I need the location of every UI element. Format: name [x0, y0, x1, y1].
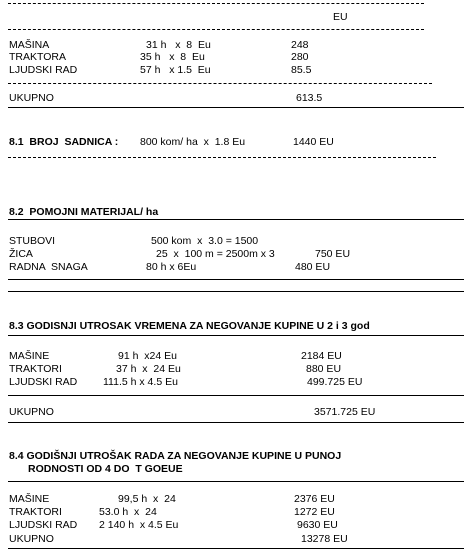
- row-calc: 80 h x 6Eu: [146, 261, 197, 273]
- divider: [8, 291, 464, 292]
- row-value: 248: [291, 39, 309, 51]
- divider: [8, 335, 464, 336]
- total-value: 613.5: [296, 92, 323, 104]
- row-label: LJUDSKI RAD: [9, 519, 78, 531]
- row-label: TRAKTORA: [9, 51, 66, 63]
- section-title-8-1: 8.1 BROJ SADNICA :: [9, 136, 119, 148]
- section-title-8-2: 8.2 POMOJNI MATERIJAL/ ha: [9, 206, 159, 218]
- row-calc: 111.5 h x 4.5 Eu: [103, 376, 178, 388]
- row-label: STUBOVI: [9, 235, 56, 247]
- row-calc: 37 h x 24 Eu: [116, 363, 181, 375]
- total-label: UKUPNO: [9, 533, 54, 545]
- row-calc: 31 h x 8 Eu: [146, 39, 211, 51]
- total-label: UKUPNO: [9, 92, 54, 104]
- row-label: MAŠINE: [9, 493, 50, 505]
- row-label: RADNA SNAGA: [9, 261, 88, 273]
- row-value: 480 EU: [295, 261, 331, 273]
- divider: [8, 422, 464, 423]
- row-value: 1272 EU: [294, 506, 335, 518]
- divider: [8, 3, 424, 4]
- section-title-8-4: 8.4 GODIŠNJI UTROŠAK RADA ZA NEGOVANJE KUPINE U PUNOJ: [9, 450, 342, 462]
- divider: [8, 548, 464, 549]
- row-value: 85.5: [291, 64, 312, 76]
- row-calc: 99,5 h x 24: [118, 493, 176, 505]
- row-label: TRAKTORI: [9, 506, 62, 518]
- row-calc: 25 x 100 m = 2500m x 3: [156, 248, 275, 260]
- divider: [8, 219, 464, 220]
- row-value: 280: [291, 51, 309, 63]
- row-calc: 91 h x24 Eu: [118, 350, 177, 362]
- divider: [8, 83, 432, 84]
- row-value: 2184 EU: [301, 350, 342, 362]
- row-value: 880 EU: [306, 363, 342, 375]
- row-calc: 800 kom/ ha x 1.8 Eu: [140, 136, 246, 148]
- section-title-8-3: 8.3 GODISNJI UTROSAK VREMENA ZA NEGOVANJE KUPINE U 2 i 3 god: [9, 320, 370, 332]
- divider: [8, 279, 464, 280]
- total-value: 3571.725 EU: [314, 406, 376, 418]
- row-calc: 57 h x 1.5 Eu: [140, 64, 211, 76]
- row-calc: 500 kom x 3.0 = 1500: [151, 235, 259, 247]
- row-label: MAŠINA: [9, 39, 50, 51]
- row-calc: 2 140 h x 4.5 Eu: [99, 519, 179, 531]
- row-value: 1440 EU: [293, 136, 334, 148]
- section-title-8-4-line2: RODNOSTI OD 4 DO T GOEUE: [28, 463, 183, 475]
- row-label: LJUDSKI RAD: [9, 376, 78, 388]
- row-label: ŽICA: [9, 248, 33, 260]
- divider: [8, 157, 436, 158]
- divider: [8, 107, 464, 108]
- currency-header: EU: [333, 11, 348, 23]
- divider: [8, 395, 464, 396]
- divider: [8, 481, 464, 482]
- row-label: MAŠINE: [9, 350, 50, 362]
- row-value: 750 EU: [315, 248, 351, 260]
- row-label: LJUDSKI RAD: [9, 64, 78, 76]
- divider: [8, 29, 424, 30]
- total-value: 13278 EU: [301, 533, 348, 545]
- row-calc: 53.0 h x 24: [99, 506, 157, 518]
- row-value: 2376 EU: [294, 493, 335, 505]
- total-label: UKUPNO: [9, 406, 54, 418]
- row-value: 499.725 EU: [307, 376, 363, 388]
- row-calc: 35 h x 8 Eu: [140, 51, 205, 63]
- row-value: 9630 EU: [297, 519, 338, 531]
- row-label: TRAKTORI: [9, 363, 62, 375]
